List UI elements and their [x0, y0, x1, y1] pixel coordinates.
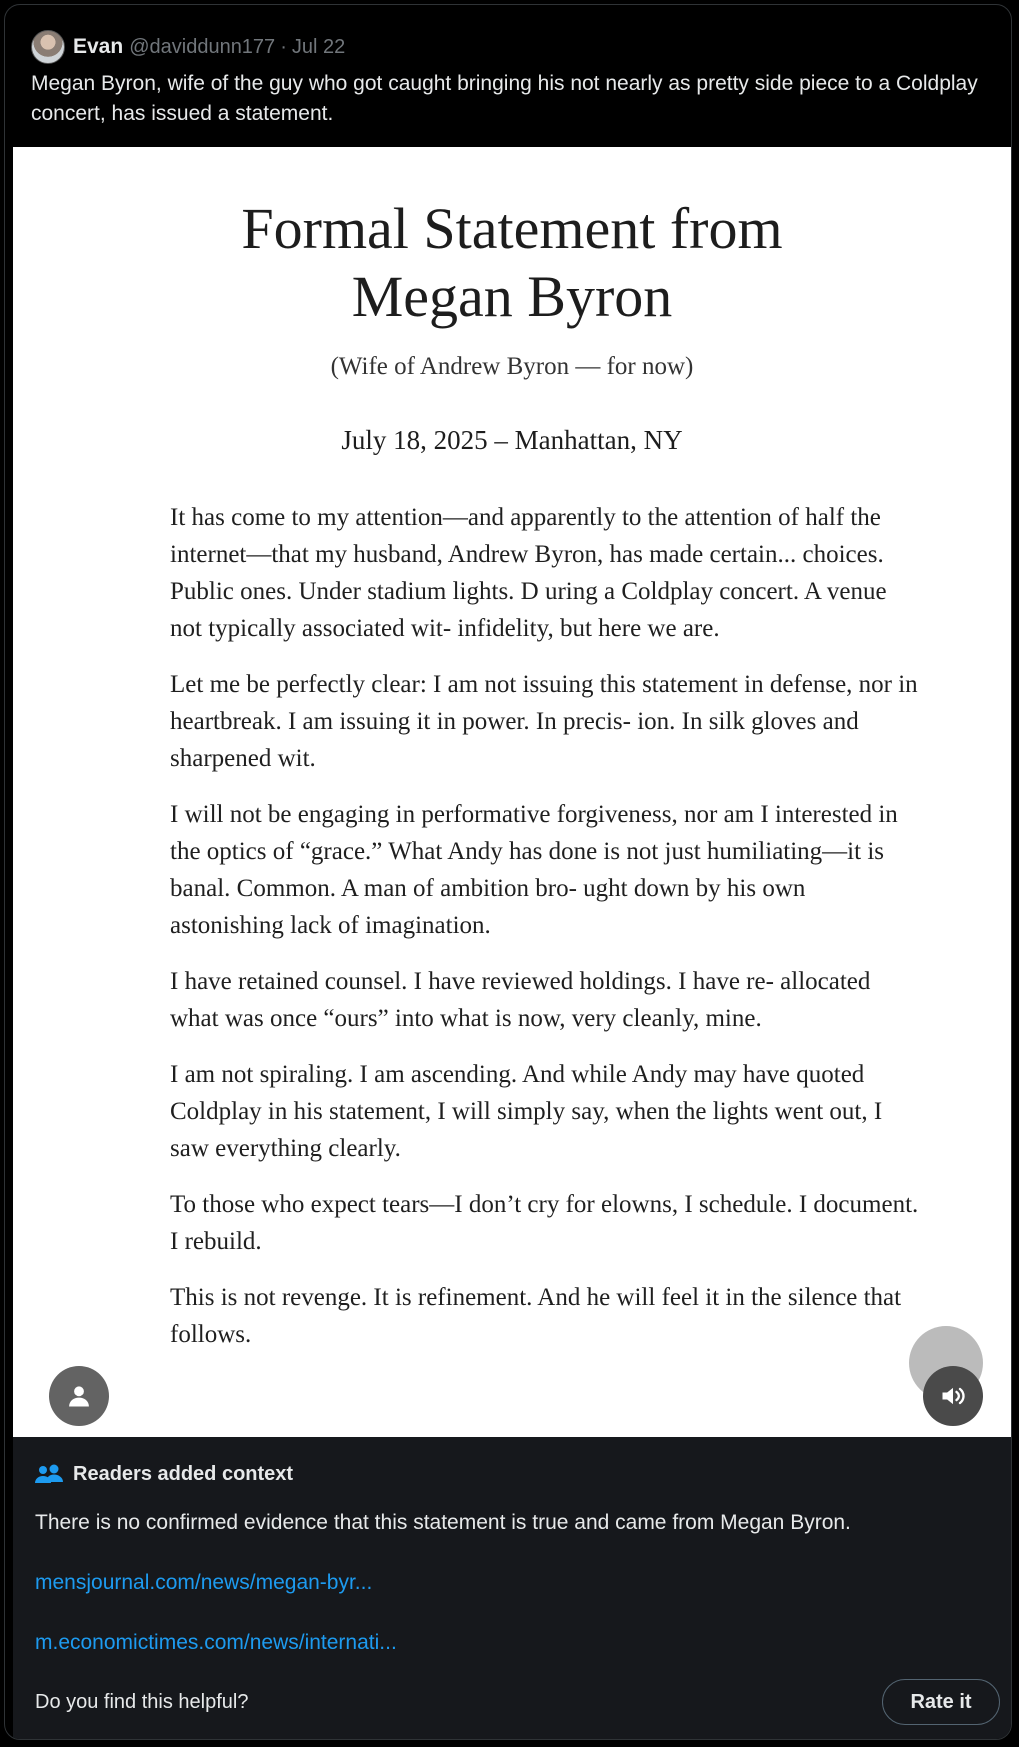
statement-body — [170, 499, 920, 1372]
tweet-date[interactable]: Jul 22 — [291, 35, 346, 58]
author-name[interactable]: Evan — [73, 35, 124, 58]
statement-title-line1: Formal Statement from — [241, 196, 783, 261]
tweet-text: Megan Byron, wife of the guy who got caught bringing his not nearly as pretty side piece to a Coldplay concert, has issued a statement. — [31, 72, 978, 125]
people-icon — [35, 1464, 63, 1486]
statement-title — [13, 195, 1011, 331]
person-icon — [65, 1382, 93, 1410]
community-note — [13, 1437, 1011, 1739]
statement-paragraph: Let me be perfectly clear: I am not issuing this statement in defense, nor in heartbreak. I am issuing it in power. In precis- ion. In silk gloves and sharpened wit. — [170, 671, 918, 772]
community-note-header — [35, 1463, 293, 1486]
author-handle[interactable]: @daviddunn177 — [129, 35, 276, 58]
tweet-header — [31, 27, 345, 67]
statement-paragraph: I am not spiraling. I am ascending. And while Andy may have quoted Coldplay in his statement, I will simply say, when the lights went out, I saw everything clearly. — [170, 1061, 883, 1162]
community-note-text: There is no confirmed evidence that this statement is true and came from Megan Byron. — [35, 1511, 851, 1534]
author-avatar[interactable] — [31, 30, 65, 64]
sound-toggle-button[interactable] — [923, 1366, 983, 1426]
source-link-economictimes[interactable]: m.economictimes.com/news/internati... — [35, 1631, 397, 1654]
helpful-question: Do you find this helpful? — [35, 1691, 249, 1713]
statement-paragraph: To those who expect tears—I don’t cry for elowns, I schedule. I document. I rebuild. — [170, 1191, 919, 1255]
community-note-title: Readers added context — [73, 1463, 294, 1485]
rate-it-button[interactable]: Rate it — [882, 1679, 1000, 1725]
source-link-mensjournal[interactable]: mensjournal.com/news/megan-byr... — [35, 1571, 373, 1594]
tagged-people-button[interactable] — [49, 1366, 109, 1426]
meta-separator: · — [280, 35, 287, 58]
tweet-media[interactable] — [13, 147, 1011, 1437]
speaker-icon — [939, 1382, 967, 1410]
statement-title-line2: Megan Byron — [351, 264, 673, 329]
statement-subtitle: (Wife of Andrew Byron — for now) — [330, 353, 694, 380]
statement-paragraph: I have retained counsel. I have reviewed holdings. I have re- allocated what was once “ours” into what is now, very cleanly, mine. — [170, 968, 871, 1032]
statement-paragraph: It has come to my attention—and apparently to the attention of half the internet—that my husband, Andrew Byron, has made certain... choices. Public ones. Under stadium lights. D uring a Coldplay concert. A venue not typically associated wit- infidelity, but here we are. — [170, 504, 887, 642]
statement-dateline: July 18, 2025 – Manhattan, NY — [341, 425, 683, 455]
statement-paragraph: I will not be engaging in performative forgiveness, nor am I interested in the optics of “grace.” What Andy has done is not just humiliating—it is banal. Common. A man of ambition bro- ught down by his own astonishing lack of imagination. — [170, 801, 898, 939]
tweet-card[interactable] — [4, 4, 1012, 1740]
statement-paragraph: This is not revenge. It is refinement. And he will feel it in the silence that follows. — [170, 1284, 902, 1348]
